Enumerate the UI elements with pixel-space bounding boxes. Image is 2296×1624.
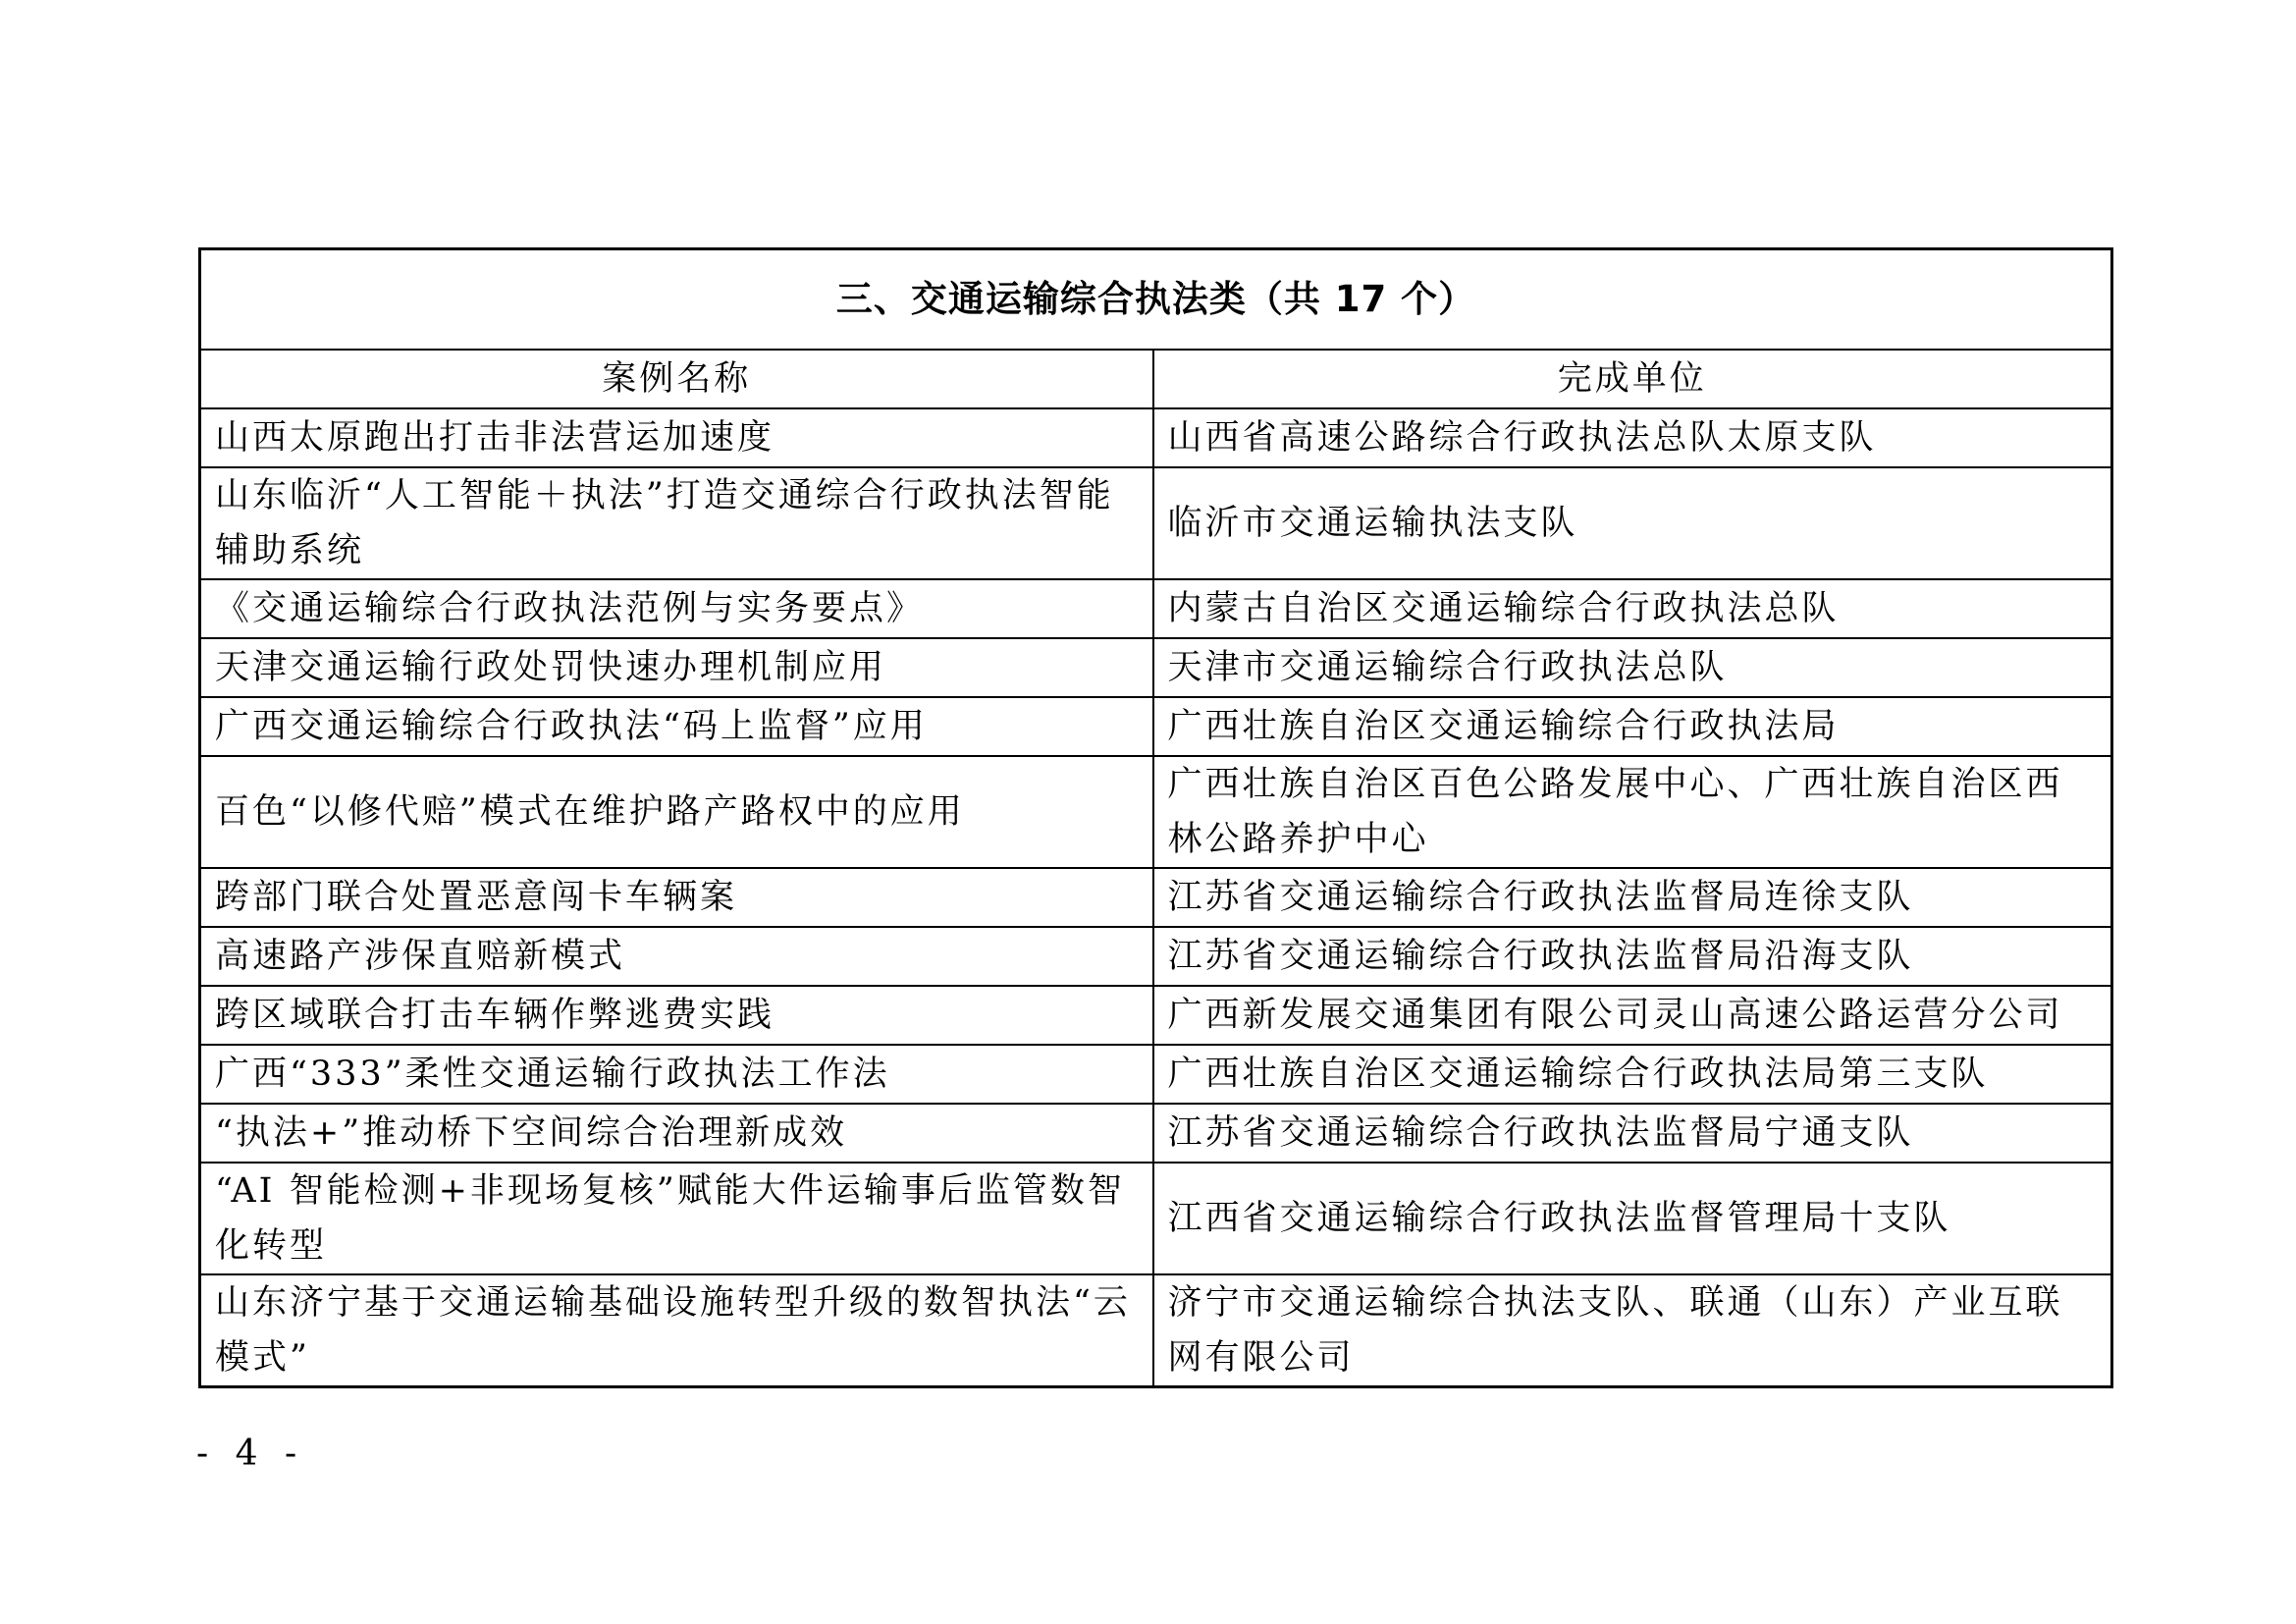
unit-cell: 江西省交通运输综合行政执法监督管理局十支队 xyxy=(1153,1163,2112,1274)
column-header-unit: 完成单位 xyxy=(1153,350,2112,408)
case-name-cell: 百色“以修代赔”模式在维护路产路权中的应用 xyxy=(200,756,1153,868)
case-table xyxy=(198,247,2113,1388)
case-name-cell: 山东济宁基于交通运输基础设施转型升级的数智执法“云模式” xyxy=(200,1274,1153,1387)
table-row xyxy=(200,638,2112,697)
unit-cell: 山西省高速公路综合行政执法总队太原支队 xyxy=(1153,408,2112,467)
table-title: 三、交通运输综合执法类（共 17 个） xyxy=(200,249,2112,351)
case-name-cell: 山东临沂“人工智能＋执法”打造交通综合行政执法智能辅助系统 xyxy=(200,467,1153,579)
table-row xyxy=(200,1274,2112,1387)
table-row xyxy=(200,868,2112,927)
unit-cell: 广西壮族自治区交通运输综合行政执法局第三支队 xyxy=(1153,1045,2112,1104)
case-name-cell: 广西交通运输综合行政执法“码上监督”应用 xyxy=(200,697,1153,756)
unit-cell: 济宁市交通运输综合执法支队、联通（山东）产业互联网有限公司 xyxy=(1153,1274,2112,1387)
table-row xyxy=(200,579,2112,638)
case-name-cell: 跨部门联合处置恶意闯卡车辆案 xyxy=(200,868,1153,927)
case-name-cell: 《交通运输综合行政执法范例与实务要点》 xyxy=(200,579,1153,638)
case-name-cell: 天津交通运输行政处罚快速办理机制应用 xyxy=(200,638,1153,697)
table-row xyxy=(200,756,2112,868)
unit-cell: 内蒙古自治区交通运输综合行政执法总队 xyxy=(1153,579,2112,638)
unit-cell: 天津市交通运输综合行政执法总队 xyxy=(1153,638,2112,697)
unit-cell: 江苏省交通运输综合行政执法监督局连徐支队 xyxy=(1153,868,2112,927)
case-name-cell: 跨区域联合打击车辆作弊逃费实践 xyxy=(200,986,1153,1045)
table-row xyxy=(200,467,2112,579)
table-row xyxy=(200,986,2112,1045)
case-name-cell: 高速路产涉保直赔新模式 xyxy=(200,927,1153,986)
unit-cell: 广西壮族自治区交通运输综合行政执法局 xyxy=(1153,697,2112,756)
case-name-cell: 广西“333”柔性交通运输行政执法工作法 xyxy=(200,1045,1153,1104)
unit-cell: 江苏省交通运输综合行政执法监督局沿海支队 xyxy=(1153,927,2112,986)
column-header-case-name: 案例名称 xyxy=(200,350,1153,408)
table-row xyxy=(200,1104,2112,1163)
unit-cell: 广西壮族自治区百色公路发展中心、广西壮族自治区西林公路养护中心 xyxy=(1153,756,2112,868)
case-name-cell: 山西太原跑出打击非法营运加速度 xyxy=(200,408,1153,467)
unit-cell: 临沂市交通运输执法支队 xyxy=(1153,467,2112,579)
table-row xyxy=(200,697,2112,756)
table-row xyxy=(200,408,2112,467)
table-row xyxy=(200,1045,2112,1104)
unit-cell: 江苏省交通运输综合行政执法监督局宁通支队 xyxy=(1153,1104,2112,1163)
table-row xyxy=(200,1163,2112,1274)
page-number: - 4 - xyxy=(196,1434,305,1474)
case-name-cell: “执法+”推动桥下空间综合治理新成效 xyxy=(200,1104,1153,1163)
table-row xyxy=(200,927,2112,986)
case-name-cell: “AI 智能检测+非现场复核”赋能大件运输事后监管数智化转型 xyxy=(200,1163,1153,1274)
unit-cell: 广西新发展交通集团有限公司灵山高速公路运营分公司 xyxy=(1153,986,2112,1045)
